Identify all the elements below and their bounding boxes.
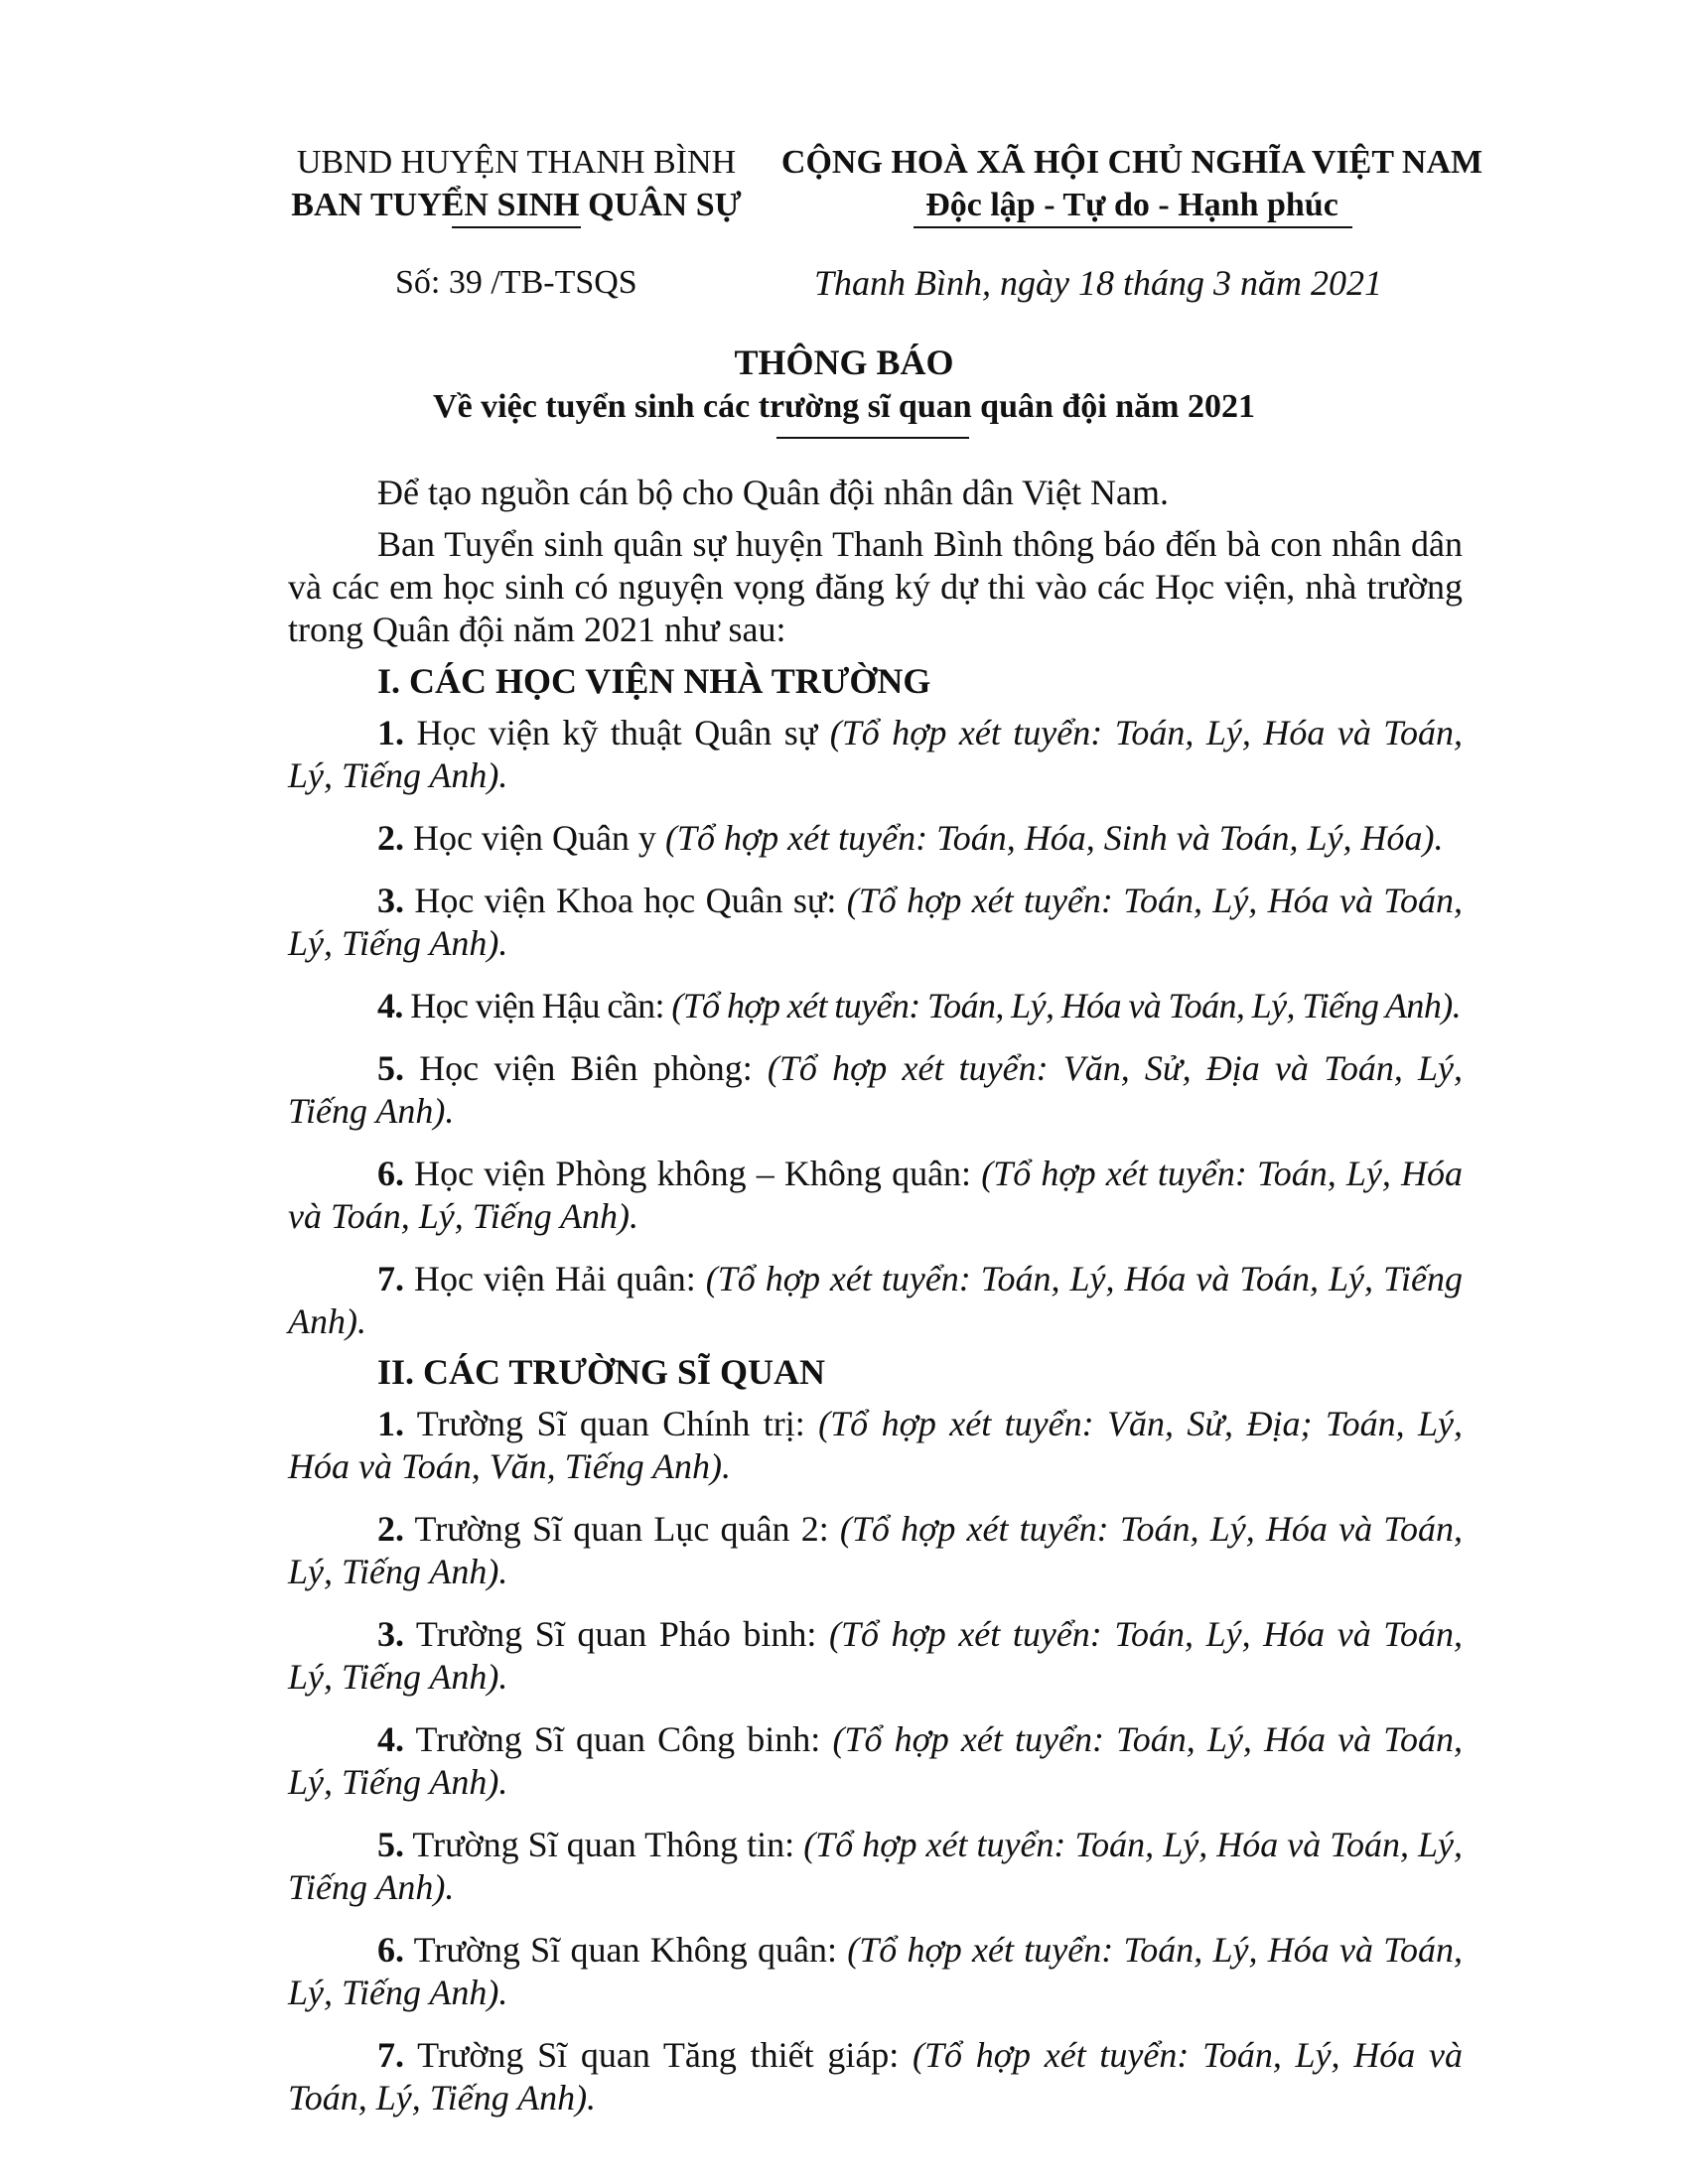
item-combination: (Tổ hợp xét tuyển: Văn, Sử, Địa; Toán, Lý, Hóa và Toán, Văn, Tiếng Anh). [288,1404,1463,1486]
item-name: Học viện Khoa học Quân sự: [414,881,837,920]
item-name: Học viện kỹ thuật Quân sự [416,713,818,752]
document-body [288,472,1463,2119]
item-name: Học viện Hải quân: [413,1259,696,1298]
list-item [288,880,1463,965]
list-item [288,817,1463,860]
item-number: 5. [377,1048,404,1088]
list-item [288,1047,1463,1133]
document-number: Số: 39 /TB-TSQS [395,264,637,301]
item-number: 3. [377,881,404,920]
list-item [288,1153,1463,1238]
list-item [288,1258,1463,1343]
item-combination: (Tổ hợp xét tuyển: Toán, Lý, Hóa và Toán, Lý, Tiếng Anh). [288,1719,1464,1802]
document-subtitle: Về việc tuyển sinh các trường sĩ quan quân đội năm 2021 [433,388,1255,425]
item-combination: (Tổ hợp xét tuyển: Toán, Lý, Hóa và Toán, Lý, Tiếng Anh). [288,2035,1463,2117]
item-name: Học viện Biên phòng: [419,1048,753,1088]
item-number: 2. [377,1509,404,1549]
title-underline [776,437,969,439]
item-name: Học viện Phòng không – Không quân: [414,1154,972,1193]
item-name: Trường Sĩ quan Tăng thiết giáp: [417,2035,900,2075]
list-item [288,1718,1463,1804]
item-name: Trường Sĩ quan Chính trị: [416,1404,805,1443]
item-number: 7. [377,1259,404,1298]
item-name: Trường Sĩ quan Pháo binh: [415,1614,817,1654]
item-number: 3. [377,1614,404,1654]
list-item [288,1403,1463,1488]
item-name: Trường Sĩ quan Lục quân 2: [414,1509,829,1549]
motto-underline [914,226,1352,228]
nation-line-1: CỘNG HOÀ XÃ HỘI CHỦ NGHĨA VIỆT NAM [780,144,1483,181]
item-name: Học viện Hậu cần: [410,986,664,1025]
item-number: 5. [377,1825,404,1864]
item-combination: (Tổ hợp xét tuyển: Toán, Lý, Hóa và Toán, Lý, Tiếng Anh). [288,713,1463,795]
item-combination: (Tổ hợp xét tuyển: Toán, Lý, Hóa và Toán, Lý, Tiếng Anh). [288,1509,1463,1591]
list-item [288,985,1463,1027]
item-number: 7. [377,2035,404,2075]
nation-line-2: Độc lập - Tự do - Hạnh phúc [925,187,1338,223]
agency-underline [452,226,581,228]
list-item [288,1824,1463,1909]
intro-paragraph: Để tạo nguồn cán bộ cho Quân đội nhân dân Việt Nam. [377,473,1169,512]
item-name: Học viện Quân y [413,818,656,858]
list-item [288,1508,1463,1593]
item-combination: (Tổ hợp xét tuyển: Toán, Lý, Hóa và Toán, Lý, Tiếng Anh). [288,881,1464,963]
list-item [288,1613,1463,1699]
item-name: Trường Sĩ quan Thông tin: [412,1825,795,1864]
issuing-agency [288,141,745,226]
agency-line-1: UBND HUYỆN THANH BÌNH [296,144,737,181]
item-number: 6. [377,1154,404,1193]
item-combination: (Tổ hợp xét tuyển: Toán, Lý, Hóa và Toán, Lý, Tiếng Anh). [288,1614,1463,1697]
agency-line-2: BAN TUYỂN SINH QUÂN SỰ [291,187,742,223]
item-number: 4. [377,986,403,1025]
document-title: THÔNG BÁO [734,342,954,382]
item-number: 6. [377,1930,404,1970]
item-name: Trường Sĩ quan Công binh: [415,1719,821,1759]
item-combination: (Tổ hợp xét tuyển: Toán, Lý, Hóa và Toán, Lý, Tiếng Anh). [671,986,1462,1025]
section-heading: II. CÁC TRƯỜNG SĨ QUAN [377,1352,826,1392]
section-heading: I. CÁC HỌC VIỆN NHÀ TRƯỜNG [377,661,931,701]
national-motto [765,141,1499,226]
item-number: 1. [377,713,404,752]
list-item [288,2034,1463,2119]
item-number: 4. [377,1719,404,1759]
item-combination: (Tổ hợp xét tuyển: Văn, Sử, Địa và Toán, Lý, Tiếng Anh). [288,1048,1464,1131]
item-number: 2. [377,818,404,858]
item-combination: (Tổ hợp xét tuyển: Toán, Lý, Hóa và Toán, Lý, Tiếng Anh). [288,1259,1463,1341]
item-number: 1. [377,1404,404,1443]
item-combination: (Tổ hợp xét tuyển: Toán, Lý, Hóa và Toán, Lý, Tiếng Anh). [288,1930,1463,2012]
item-name: Trường Sĩ quan Không quân: [413,1930,837,1970]
place-and-date: Thanh Bình, ngày 18 tháng 3 năm 2021 [814,263,1382,303]
item-combination: (Tổ hợp xét tuyển: Toán, Lý, Hóa và Toán, Lý, Tiếng Anh). [288,1154,1463,1236]
intro-paragraph: Ban Tuyển sinh quân sự huyện Thanh Bình thông báo đến bà con nhân dân và các em học sinh có nguyện vọng đăng ký dự thi vào các Học viện, nhà trường trong Quân đội năm 2021 như sau: [288,524,1463,649]
list-item [288,712,1463,797]
item-combination: (Tổ hợp xét tuyển: Toán, Hóa, Sinh và Toán, Lý, Hóa). [664,818,1444,858]
item-combination: (Tổ hợp xét tuyển: Toán, Lý, Hóa và Toán, Lý, Tiếng Anh). [288,1825,1464,1907]
list-item [288,1929,1463,2014]
